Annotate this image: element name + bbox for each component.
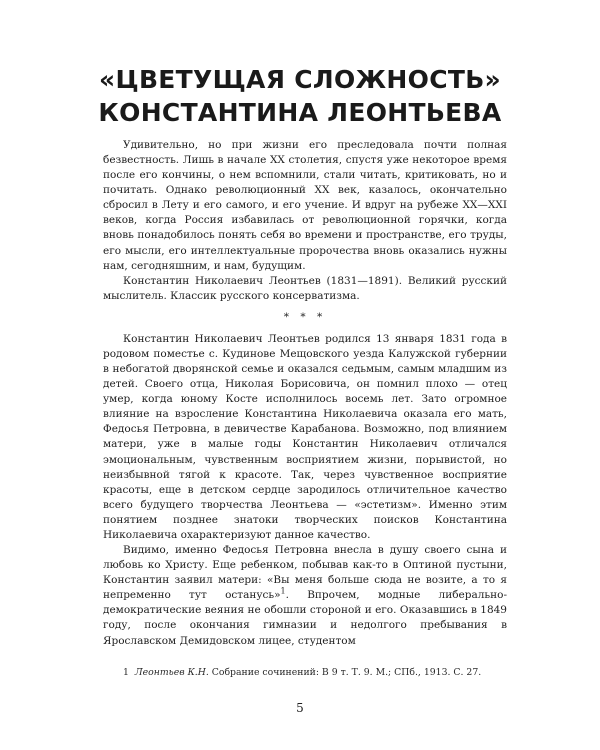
chapter-title-line-2: КОНСТАНТИНА ЛЕОНТЬЕВА	[98, 98, 502, 127]
page-number: 5	[296, 701, 304, 715]
paragraph-summary: Константин Николаевич Леонтьев (1831—1891). Великий русский мыслитель. Классик русского консерватизма.	[103, 274, 507, 302]
footnote-source: Собрание сочинений: В 9 т. Т. 9. М.; СПб., 1913. С. 27.	[208, 667, 482, 678]
paragraph-faith-end: . Впрочем, модные либерально-демократические веяния не обошли стороной и его. Оказавшись в 1849 году, после окончания гимназии и недолгого пребывания в Ярославском Демидовском лицее, студентом	[103, 589, 507, 647]
footnote	[103, 667, 507, 678]
paragraph-intro: Удивительно, но при жизни его преследовала почти полная безвестность. Лишь в начале XX столетия, спустя уже некоторое время после его кончины, о нем вспомнили, стали читать, критиковать, но и почитать. Однако революционный XX век, казалось, окончательно сбросил в Лету и его самого, и его учение. И вдруг на рубеже XX—XXI веков, когда Россия избавилась от революционной горячки, когда вновь понадобилось понять себя во времени и пространстве, его труды, его мысли, его интеллектуальные пророчества вновь оказались нужны нам, сегодняшним, и нам, будущим.	[103, 139, 507, 272]
paragraph-faith-start: Видимо, именно Федосья Петровна внесла в душу своего сына и любовь ко Христу. Еще ребенком, побывав как-то в Оптиной пустыни, Константин заявил матери: «Вы меня больше сюда не возите, а то я непременно тут останусь»	[103, 544, 507, 602]
footnote-author: Леонтьев К.Н.	[134, 667, 209, 678]
footnote-reference: 1	[280, 586, 286, 596]
paragraph-biography: Константин Николаевич Леонтьев родился 13 января 1831 года в родовом поместье с. Кудинове Мещовского уезда Калужской губернии в небогатой дворянской семье и оказался седьмым, самым младшим из детей. Своего отца, Николая Борисовича, он помнил плохо — отец умер, когда юному Косте исполнилось восемь лет. Зато огромное влияние на взросление Константина Николаевича оказала его мать, Федосья Петровна, в девичестве Карабанова. Возможно, под влиянием матери, уже в малые годы Константин Николаевич отличался эмоциональным, чувственным восприятием жизни, порывистой, но неизбывной тягой к красоте. Так, через чувственное восприятие красоты, еще в детском сердце зародилось отличительное качество всего будущего творчества Леонтьева — «эстетизм». Именно этим понятием позднее знатоки творческих поисков Константина Николаевича охарактеризуют данное качество.	[103, 332, 507, 541]
chapter-title-line-1: «ЦВЕТУЩАЯ СЛОЖНОСТЬ»	[99, 65, 501, 94]
section-separator: * * *	[283, 310, 327, 323]
chapter-body	[103, 138, 507, 649]
footnote-number: 1	[123, 667, 129, 678]
paragraph-faith	[103, 543, 507, 649]
